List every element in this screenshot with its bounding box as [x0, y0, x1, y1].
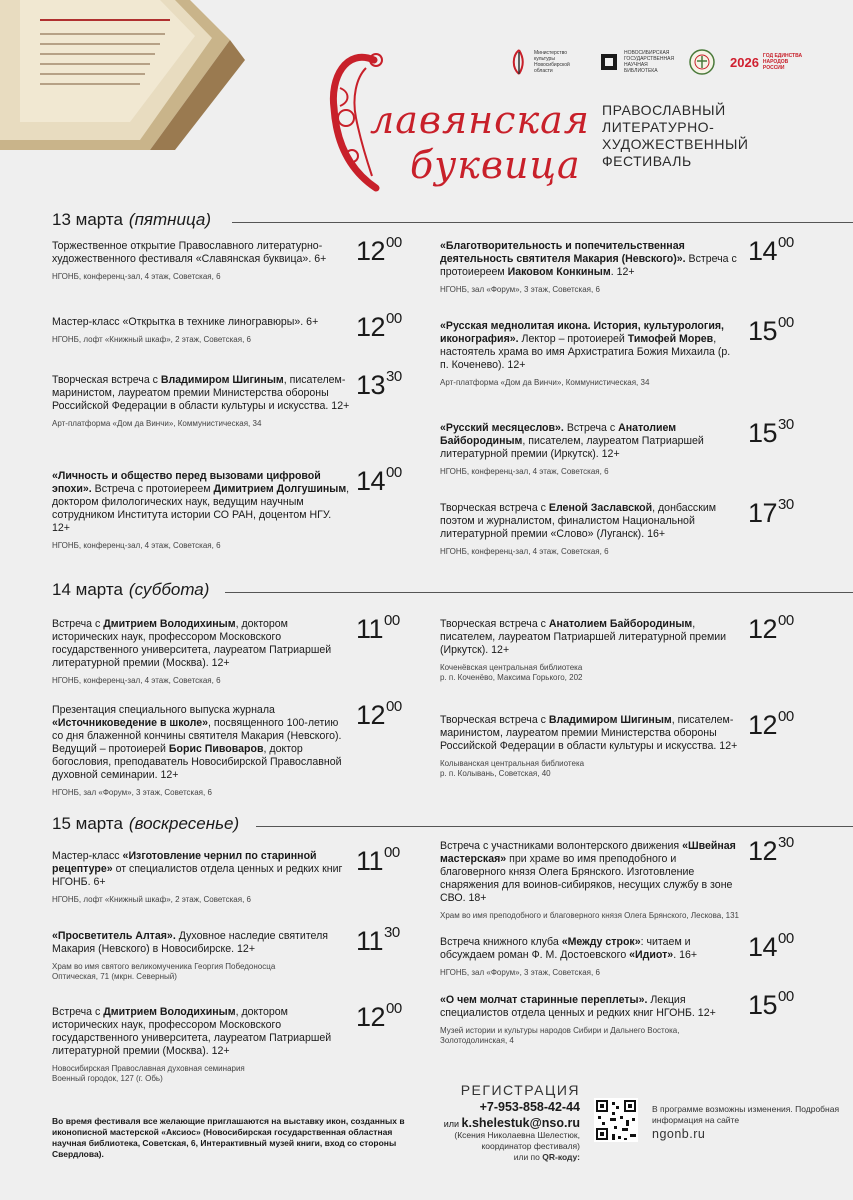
or-text: или — [443, 1119, 459, 1129]
event-title-emphasis: «Русский месяцеслов». — [440, 422, 564, 434]
event-title-emphasis: «О чем молчат старинные переплеты». — [440, 994, 648, 1006]
event-item — [440, 240, 740, 295]
event-place: НГОНБ, конференц-зал, 4 этаж, Советская, 6 — [440, 547, 609, 556]
section-date-heading — [52, 580, 209, 600]
event-title-text: Встреча с протоиереем — [91, 483, 214, 495]
event-time-minutes: 00 — [386, 234, 402, 251]
event-item — [52, 374, 352, 429]
qr-label: QR-коду: — [542, 1152, 580, 1162]
event-time — [748, 418, 794, 449]
event-title — [440, 502, 740, 541]
registration-contact: (Ксения Николаевна Шелестюк, координатор фестиваля) — [454, 1130, 580, 1151]
registration-email[interactable]: k.shelestuk@nso.ru — [461, 1116, 580, 1130]
event-place: НГОНБ, зал «Форум», 3 этаж, Советская, 6 — [440, 968, 600, 977]
event-title-text: при храме во имя преподобного и благоверного князя Олега Брянского. Изготовление снаряжения для воинов-сибиряков, несущих службу в зоне СВО. 18+ — [440, 853, 733, 904]
event-time-hour: 12 — [356, 1002, 386, 1032]
event-item — [52, 240, 352, 282]
event-title-text: Творческая встреча с — [440, 714, 549, 726]
event-title-emphasis: «Русская меднолитая икона. История, культурология, иконография». — [440, 320, 724, 345]
event-title-emphasis: «Между строк» — [561, 936, 641, 948]
event-place: НГОНБ, конференц-зал, 4 этаж, Советская, 6 — [52, 676, 221, 685]
event-time — [748, 932, 794, 963]
changes-text: В программе возможны изменения. Подробная информация на сайте — [652, 1104, 840, 1125]
event-title-text: Встреча с — [563, 422, 619, 434]
section-date-heading — [52, 210, 211, 230]
event-time-minutes: 00 — [386, 1000, 402, 1017]
event-item — [440, 936, 740, 978]
event-title-text: Встреча с — [52, 1006, 104, 1018]
event-item — [52, 704, 352, 798]
event-time-minutes: 30 — [778, 834, 794, 851]
subtitle-line: ФЕСТИВАЛЬ — [602, 153, 692, 169]
festival-title-line1: лавянская — [370, 98, 590, 142]
event-title-text: Мастер-класс «Открытка в технике линогравюры». 6+ — [52, 316, 319, 328]
event-time-minutes: 00 — [384, 844, 400, 861]
event-title — [52, 930, 352, 956]
event-title-text: Творческая встреча с — [440, 502, 549, 514]
event-time-hour: 12 — [356, 700, 386, 730]
event-title-text: Духовное наследие святителя Макария (Невского) в Новосибирске. 12+ — [52, 930, 329, 955]
event-title-emphasis: «Личность и общество перед вызовами цифровой эпохи». — [52, 470, 321, 495]
event-title-text: , доктор богословия, преподаватель Новосибирской Православной духовной семинарии. 12+ — [52, 743, 342, 781]
event-item — [440, 320, 740, 388]
event-time-hour: 15 — [748, 990, 778, 1020]
event-time — [356, 1002, 402, 1033]
subtitle-line: ЛИТЕРАТУРНО- — [602, 119, 715, 135]
website-link[interactable]: ngonb.ru — [652, 1127, 706, 1141]
qr-prefix: или по — [513, 1152, 543, 1162]
ministry-logo — [508, 48, 584, 76]
event-title-text: , посвященного 100-летию со дня блаженной кончины святителя Макария (Невского). Ведущий – протоиерей — [52, 717, 342, 755]
event-time-hour: 11 — [356, 926, 384, 956]
event-time-minutes: 00 — [386, 698, 402, 715]
event-place: Арт-платформа «Дом да Винчи», Коммунистическая, 34 — [52, 419, 262, 428]
event-title — [52, 1006, 352, 1058]
qr-code-icon[interactable] — [594, 1098, 638, 1142]
event-title-text: , донбасским поэтом и журналистом, финалистом Национальной литературной премии «Слово» (Луганск). 16+ — [440, 502, 717, 540]
event-place: Музей истории и культуры народов Сибири и Дальнего Востока, Золотодолинская, 4 — [440, 1026, 680, 1045]
event-title — [52, 374, 352, 413]
event-title-text: , доктором исторических наук, профессором Московского государственного университета, лауреатом Патриаршей литературной премии (Москва). 12+ — [52, 618, 332, 669]
event-title-emphasis: «Швейная мастерская» — [440, 840, 736, 865]
event-title-emphasis: Дмитрием Володихиным — [103, 618, 236, 630]
event-place: НГОНБ, лофт «Книжный шкаф», 2 этаж, Советская, 6 — [52, 335, 251, 344]
event-title — [440, 936, 740, 962]
library-emblem-icon — [598, 48, 620, 76]
event-title-emphasis: Димитрием Долгушиным — [213, 483, 347, 495]
event-time-hour: 11 — [356, 846, 384, 876]
event-time — [748, 236, 794, 267]
event-time — [748, 990, 794, 1021]
event-time-minutes: 00 — [384, 612, 400, 629]
event-time — [748, 710, 794, 741]
seminary-logo — [688, 48, 716, 76]
event-time — [356, 614, 400, 645]
section-divider — [256, 826, 853, 827]
event-place: НГОНБ, лофт «Книжный шкаф», 2 этаж, Советская, 6 — [52, 895, 251, 904]
event-title-emphasis: Дмитрием Володихиным — [103, 1006, 236, 1018]
event-time-hour: 12 — [748, 710, 778, 740]
event-title-text: , писателем-маринистом, лауреатом премии Министерства обороны Российской Федерации в области культуры и искусства. 12+ — [440, 714, 738, 752]
event-item — [440, 502, 740, 557]
section-date: 15 марта — [52, 814, 123, 833]
section-date: 14 марта — [52, 580, 123, 599]
event-title — [440, 320, 740, 372]
event-time — [356, 370, 402, 401]
event-time-hour: 14 — [356, 466, 386, 496]
event-time-minutes: 30 — [778, 496, 794, 513]
event-time-minutes: 00 — [778, 314, 794, 331]
library-logo — [598, 48, 674, 76]
event-time-hour: 12 — [356, 236, 386, 266]
event-time — [748, 498, 794, 529]
event-title-emphasis: Анатолием Байбородиным — [548, 618, 693, 630]
registration-block — [430, 1082, 580, 1163]
registration-or-email — [430, 1116, 580, 1130]
event-time-hour: 12 — [356, 312, 386, 342]
book-illustration — [0, 0, 260, 150]
year-of-unity-logo — [730, 53, 807, 71]
event-time — [748, 836, 794, 867]
event-time — [356, 926, 400, 957]
event-title-text: , доктором исторических наук, профессором Московского государственного университета, лауреатом Патриаршей литературной премии (Москва). 12+ — [52, 1006, 332, 1057]
event-place: Колыванская центральная библиотека р. п. Колывань, Советская, 40 — [440, 759, 585, 778]
event-title-text: , доктором филологических наук, ведущим научным сотрудником Института истории СО РАН, доцентом НГУ. 12+ — [52, 483, 350, 534]
event-title-text: . 12+ — [610, 266, 635, 278]
event-title — [440, 618, 740, 657]
event-time — [356, 466, 402, 497]
event-title-text: : читаем и обсуждаем роман Ф. М. Достоевского — [440, 936, 691, 961]
year-text: ГОД ЕДИНСТВА НАРОДОВ РОССИИ — [762, 53, 803, 71]
exhibition-note: Во время фестиваля все желающие приглашаются на выставку икон, созданных в иконописной мастерской «Аксиос» (Новосибирская государственная областная научная библиотека, Советская, 6, Интерактивный музей книги, вход со стороны Свердлова). — [52, 1116, 405, 1159]
festival-subtitle — [602, 102, 802, 170]
festival-header — [330, 40, 850, 200]
event-time-hour: 15 — [748, 316, 778, 346]
event-title-text: , настоятель храма во имя Архистратига Божия Михаила (р. п. Коченево). 12+ — [440, 333, 731, 371]
event-title — [52, 240, 352, 266]
event-time-hour: 15 — [748, 418, 778, 448]
year-number: 2026 — [730, 54, 759, 70]
event-time-hour: 12 — [748, 614, 778, 644]
event-place: НГОНБ, конференц-зал, 4 этаж, Советская, 6 — [52, 272, 221, 281]
event-title-text: от специалистов отдела ценных и редких книг НГОНБ. 6+ — [52, 863, 343, 888]
event-time — [748, 614, 794, 645]
event-time-minutes: 00 — [778, 988, 794, 1005]
seal-icon — [688, 48, 716, 76]
event-time-minutes: 00 — [778, 708, 794, 725]
registration-phone[interactable]: +7-953-858-42-44 — [479, 1100, 580, 1114]
ministry-emblem-icon — [508, 48, 530, 76]
event-time-minutes: 00 — [778, 234, 794, 251]
festival-title-line2: буквица — [410, 143, 581, 187]
event-place: НГОНБ, зал «Форум», 3 этаж, Советская, 6 — [440, 285, 600, 294]
event-title-emphasis: «Изготовление чернил по старинной рецептуре» — [52, 850, 317, 875]
event-title-emphasis: Владимиром Шигиным — [160, 374, 284, 386]
event-place: НГОНБ, конференц-зал, 4 этаж, Советская, 6 — [52, 541, 221, 550]
event-place: НГОНБ, зал «Форум», 3 этаж, Советская, 6 — [52, 788, 212, 797]
event-title-text: Встреча книжного клуба — [440, 936, 562, 948]
section-date: 13 марта — [52, 210, 123, 229]
event-title-emphasis: «Благотворительность и попечительственная деятельность святителя Макария (Невского)». — [440, 240, 686, 265]
event-item — [440, 422, 740, 477]
event-title-emphasis: Анатолием Байбородиным — [440, 422, 677, 447]
event-title-emphasis: Иаковом Конкиным — [507, 266, 611, 278]
event-title-text: , писателем, лауреатом Патриаршей литературной премии (Иркутск). 12+ — [440, 435, 704, 460]
event-title-text: Презентация специального выпуска журнала — [52, 704, 275, 716]
event-item — [52, 618, 352, 686]
event-title-text: Встреча с — [52, 618, 104, 630]
event-title-text: , писателем-маринистом, лауреатом премии Министерства обороны Российской Федерации в области культуры и искусства. 12+ — [52, 374, 350, 412]
event-title-text: Торжественное открытие Православного литературно-художественного фестиваля «Славянская буквица». 6+ — [52, 240, 327, 265]
event-time — [356, 846, 400, 877]
event-item — [440, 994, 740, 1046]
event-title — [440, 714, 740, 753]
event-title — [52, 850, 352, 889]
registration-title: РЕГИСТРАЦИЯ — [460, 1082, 580, 1098]
event-time-hour: 14 — [748, 236, 778, 266]
subtitle-line: ПРАВОСЛАВНЫЙ — [602, 102, 726, 118]
event-title-emphasis: «Идиот» — [629, 949, 674, 961]
event-time — [356, 700, 402, 731]
subtitle-line: ХУДОЖЕСТВЕННЫЙ — [602, 136, 749, 152]
event-title-text: Лекция специалистов отдела ценных и редких книг НГОНБ. 12+ — [440, 994, 716, 1019]
event-item — [440, 714, 740, 779]
section-weekday: (пятница) — [128, 210, 212, 229]
event-time-hour: 11 — [356, 614, 384, 644]
event-time — [356, 236, 402, 267]
event-title-text: Творческая встреча с — [52, 374, 161, 386]
event-title — [440, 994, 740, 1020]
event-item — [440, 618, 740, 683]
event-title-emphasis: «Просветитель Алтая». — [52, 930, 176, 942]
event-title-emphasis: Еленой Заславской — [548, 502, 653, 514]
event-title-text: Мастер-класс — [52, 850, 123, 862]
event-title-text: . 16+ — [673, 949, 698, 961]
event-item — [52, 930, 352, 982]
event-title-text: , писателем, лауреатом Патриаршей литературной премии (Иркутск). 12+ — [440, 618, 727, 656]
event-item — [52, 850, 352, 905]
section-weekday: (воскресенье) — [128, 814, 240, 833]
event-time-hour: 14 — [748, 932, 778, 962]
section-divider — [232, 222, 853, 223]
event-title-emphasis: Тимофей Морев — [627, 333, 714, 345]
event-title-text: Встреча с протоиереем — [440, 253, 737, 278]
section-date-heading — [52, 814, 239, 834]
event-item — [52, 470, 352, 551]
event-time-minutes: 00 — [386, 310, 402, 327]
event-title — [440, 422, 740, 461]
event-title-text: Лектор – протоиерей — [518, 333, 628, 345]
event-item — [52, 1006, 352, 1084]
event-time-hour: 17 — [748, 498, 778, 528]
event-time-hour: 12 — [748, 836, 778, 866]
event-place: Храм во имя преподобного и благоверного князя Олега Брянского, Лескова, 131 — [440, 911, 740, 920]
event-title — [440, 240, 740, 279]
event-place: Коченёвская центральная библиотека р. п. Коченёво, Максима Горького, 202 — [440, 663, 583, 682]
event-title — [52, 316, 352, 329]
event-time-minutes: 00 — [778, 930, 794, 947]
event-title-emphasis: Владимиром Шигиным — [548, 714, 672, 726]
event-title-text: Творческая встреча с — [440, 618, 549, 630]
event-title-emphasis: «Источниковедение в школе» — [52, 717, 209, 729]
event-time-minutes: 30 — [778, 416, 794, 433]
event-time-minutes: 30 — [384, 924, 400, 941]
event-time-minutes: 00 — [778, 612, 794, 629]
event-place: Храм во имя святого великомученика Георгия Победоносца Оптическая, 71 (мкрн. Северный) — [52, 962, 276, 981]
library-name: НОВОСИБИРСКАЯ ГОСУДАРСТВЕННАЯ НАУЧНАЯ БИБЛИОТЕКА — [624, 50, 675, 74]
event-title — [52, 470, 352, 535]
changes-note — [652, 1104, 847, 1140]
event-time — [748, 316, 794, 347]
ministry-name: Министерство культуры Новосибирской области — [534, 50, 570, 74]
event-time-minutes: 30 — [386, 368, 402, 385]
event-title-emphasis: Борис Пивоваров — [168, 743, 264, 755]
event-place: Арт-платформа «Дом да Винчи», Коммунистическая, 34 — [440, 378, 650, 387]
section-divider — [225, 592, 853, 593]
event-place: НГОНБ, конференц-зал, 4 этаж, Советская, 6 — [440, 467, 609, 476]
event-title-text: Встреча с участниками волонтерского движения — [440, 840, 683, 852]
event-time-minutes: 00 — [386, 464, 402, 481]
event-title — [52, 618, 352, 670]
event-time — [356, 312, 402, 343]
event-title — [440, 840, 740, 905]
event-title — [52, 704, 352, 782]
section-weekday: (суббота) — [128, 580, 210, 599]
partner-logos — [508, 40, 848, 84]
registration-qr-note — [430, 1152, 580, 1163]
event-place: Новосибирская Православная духовная семинария Военный городок, 127 (г. Обь) — [52, 1064, 245, 1083]
event-item — [440, 840, 740, 921]
event-item — [52, 316, 352, 345]
event-time-hour: 13 — [356, 370, 386, 400]
